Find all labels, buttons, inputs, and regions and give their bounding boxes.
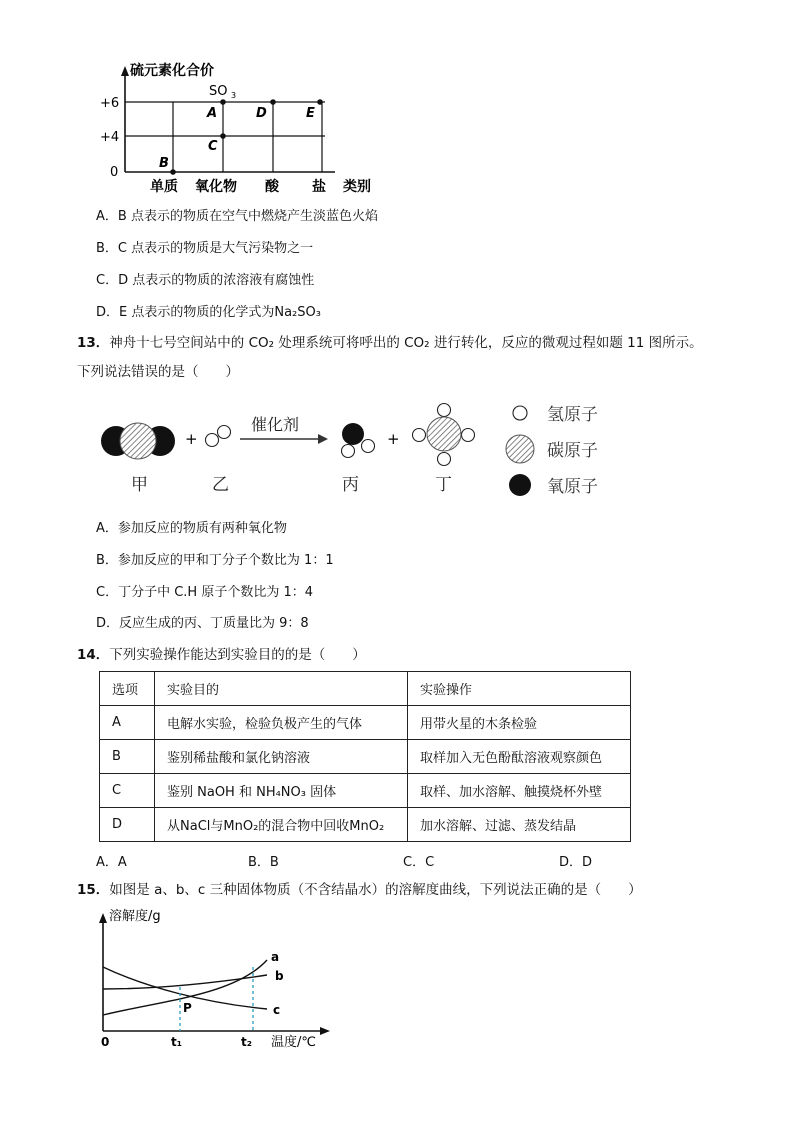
y-axis-label: 硫元素化合价 xyxy=(130,63,214,79)
y-axis-label: 溶解度/g xyxy=(109,909,161,924)
q13-option-d[interactable]: D．反应生成的丙、丁质量比为 9：8 xyxy=(96,616,309,631)
tick-t1: t₁ xyxy=(171,1035,182,1049)
label-b: b xyxy=(275,969,284,983)
tick-t2: t₂ xyxy=(241,1035,252,1049)
reaction-diagram xyxy=(95,396,615,504)
q14-table xyxy=(99,671,631,842)
q15-text: 如图是 a、b、c 三种固体物质（不含结晶水）的溶解度曲线，下列说法正确的是（ ） xyxy=(109,882,642,898)
q14-number: 14． xyxy=(77,647,110,663)
solubility-chart xyxy=(95,905,355,1055)
sulfur-valence-chart xyxy=(100,58,400,198)
table-header-row xyxy=(100,672,631,706)
point-p-label: P xyxy=(183,1001,192,1015)
legend-oxygen-icon xyxy=(509,474,531,496)
x-cat-oxide: 氧化物 xyxy=(195,179,237,195)
x-cat-acid: 酸 xyxy=(265,179,279,195)
label-jia: 甲 xyxy=(131,475,148,495)
legend-hydrogen: 氢原子 xyxy=(547,405,598,425)
label-e: E xyxy=(306,106,315,121)
q14-answer-d[interactable]: D．D xyxy=(559,855,593,870)
point-e xyxy=(317,99,323,105)
label-ding: 丁 xyxy=(435,475,452,495)
q13-text-line1: 神舟十七号空间站中的 CO₂ 处理系统可将呼出的 CO₂ 进行转化，反应的微观过程如题 11 图所示。 xyxy=(109,335,703,351)
cell-option: B xyxy=(100,740,155,774)
q13-stem-line1 xyxy=(77,333,703,353)
label-d: D xyxy=(256,106,267,121)
label-bing: 丙 xyxy=(342,475,359,495)
y-tick-0: 0 xyxy=(110,165,119,180)
point-d xyxy=(270,99,276,105)
cell-option: C xyxy=(100,774,155,808)
label-c: C xyxy=(208,139,218,154)
q14-answer-b[interactable]: B．B xyxy=(248,855,279,870)
q12-option-b[interactable]: B．C 点表示的物质是大气污染物之一 xyxy=(96,241,314,256)
q13-option-c[interactable]: C．丁分子中 C.H 原子个数比为 1：4 xyxy=(96,585,314,600)
q13-number: 13． xyxy=(77,335,110,351)
origin-label: 0 xyxy=(101,1035,110,1049)
q13-text-line2: 下列说法错误的是（ ） xyxy=(77,364,239,380)
molecule-yi-h2 xyxy=(206,426,231,447)
q12-option-a[interactable]: A．B 点表示的物质在空气中燃烧产生淡蓝色火焰 xyxy=(96,209,378,224)
x-axis-label: 类别 xyxy=(343,179,371,195)
label-a: a xyxy=(271,950,280,964)
x-cat-element: 单质 xyxy=(150,179,178,195)
x-axis-label: 温度/℃ xyxy=(271,1035,316,1050)
q13-option-b[interactable]: B．参加反应的甲和丁分子个数比为 1：1 xyxy=(96,553,334,568)
cell-option: D xyxy=(100,808,155,842)
q12-option-d[interactable]: D．E 点表示的物质的化学式为Na₂SO₃ xyxy=(96,305,321,320)
table-row xyxy=(100,706,631,740)
point-b xyxy=(170,169,176,175)
arrow-head xyxy=(318,434,328,444)
legend-hydrogen-icon xyxy=(513,406,527,420)
cell-operation: 取样加入无色酚酞溶液观察颜色 xyxy=(408,740,631,774)
point-a xyxy=(220,99,226,105)
header-operation: 实验操作 xyxy=(408,672,631,706)
plus-sign-2: + xyxy=(387,430,400,448)
molecule-jia-co2 xyxy=(101,423,175,459)
label-yi: 乙 xyxy=(212,475,229,495)
x-cat-salt: 盐 xyxy=(312,179,326,195)
q14-text: 下列实验操作能达到实验目的的是（ ） xyxy=(109,647,366,663)
table-row xyxy=(100,808,631,842)
q12-option-c[interactable]: C．D 点表示的物质的浓溶液有腐蚀性 xyxy=(96,273,315,288)
cell-purpose: 鉴别稀盐酸和氯化钠溶液 xyxy=(155,740,408,774)
q14-answer-a[interactable]: A．A xyxy=(96,855,127,870)
label-a: A xyxy=(207,106,218,121)
cell-purpose: 鉴别 NaOH 和 NH₄NO₃ 固体 xyxy=(155,774,408,808)
q14-stem xyxy=(77,645,366,665)
plus-sign-1: + xyxy=(185,430,198,448)
q15-stem xyxy=(77,880,642,900)
q15-number: 15． xyxy=(77,882,110,898)
point-c xyxy=(220,133,226,139)
molecule-bing-h2o xyxy=(342,423,375,458)
table-row xyxy=(100,774,631,808)
q13-option-a[interactable]: A．参加反应的物质有两种氧化物 xyxy=(96,521,287,536)
cell-operation: 用带火星的木条检验 xyxy=(408,706,631,740)
molecule-ding-ch4 xyxy=(413,404,475,466)
catalyst-label: 催化剂 xyxy=(251,415,300,434)
q14-answer-c[interactable]: C．C xyxy=(403,855,435,870)
header-purpose: 实验目的 xyxy=(155,672,408,706)
so3-label: SO xyxy=(209,84,228,99)
cell-operation: 加水溶解、过滤、蒸发结晶 xyxy=(408,808,631,842)
y-tick-plus6: +6 xyxy=(100,96,120,111)
legend-carbon-icon xyxy=(506,435,534,463)
label-b: B xyxy=(159,156,169,171)
legend-carbon: 碳原子 xyxy=(547,441,598,461)
cell-operation: 取样、加水溶解、触摸烧杯外壁 xyxy=(408,774,631,808)
legend-oxygen: 氧原子 xyxy=(547,477,598,497)
cell-purpose: 电解水实验，检验负极产生的气体 xyxy=(155,706,408,740)
label-c: c xyxy=(273,1003,281,1017)
table-row xyxy=(100,740,631,774)
y-tick-plus4: +4 xyxy=(100,130,120,145)
cell-option: A xyxy=(100,706,155,740)
so3-sub: 3 xyxy=(231,91,237,100)
header-option: 选项 xyxy=(100,672,155,706)
cell-purpose: 从NaCl与MnO₂的混合物中回收MnO₂ xyxy=(155,808,408,842)
